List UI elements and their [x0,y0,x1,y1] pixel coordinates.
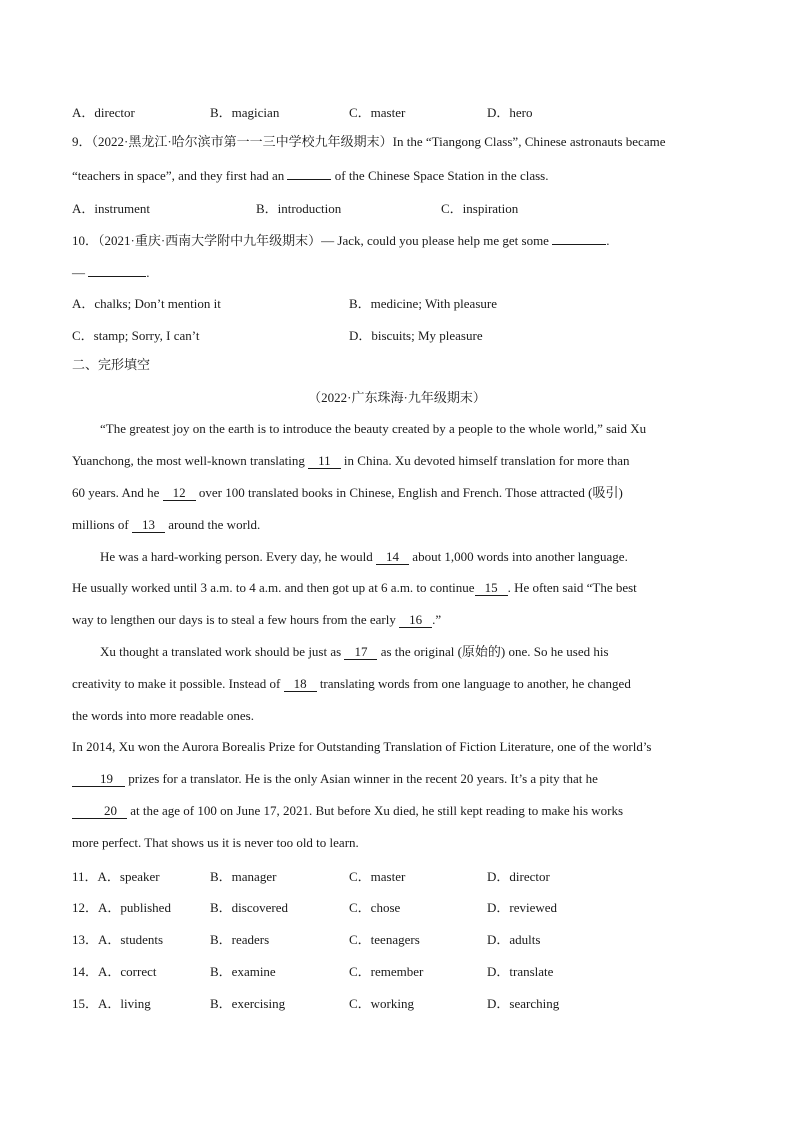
passage-p1-line2 [72,452,722,470]
option-c[interactable]: C．teenagers [349,932,420,947]
q10-option-d[interactable]: D．biscuits; My pleasure [349,328,483,343]
passage-p4-line3 [72,802,722,820]
passage-text: . He often said “The best [507,580,637,595]
q9-stem-text-a: “teachers in space”, and they first had an [72,168,285,183]
passage-text: He was a hard-working person. Every day, he would [100,549,373,564]
passage-text: Xu thought a translated work should be just as [100,644,342,659]
passage-text: He usually worked until 3 a.m. to 4 a.m. and then got up at 6 a.m. to continue [72,580,475,595]
passage-text: prizes for a translator. He is the only Asian winner in the recent 20 years. It’s a pity that he [128,771,598,786]
cloze-blank-14[interactable]: 14 [376,549,409,565]
option-b[interactable]: B．examine [210,964,276,979]
passage-text: creativity to make it possible. Instead of [72,676,281,691]
option-a[interactable]: A．living [98,996,151,1011]
q9-stem-line2 [72,165,722,185]
passage-text: Yuanchong, the most well-known translating [72,453,305,468]
option-a[interactable]: A．correct [98,964,157,979]
question-number: 11．A．speaker [72,869,160,884]
passage-text: way to lengthen our days is to steal a few hours from the early [72,612,396,627]
option-b[interactable]: B．discovered [210,900,288,915]
passage-text: translating words from one language to another, he changed [319,676,631,691]
q10-stem-line2 [72,262,722,282]
q9-option-c[interactable]: C．inspiration [441,201,519,216]
q10-stem-line1 [72,230,722,250]
question-number: 13．A．students [72,932,164,947]
option-d[interactable]: D．searching [487,996,560,1011]
passage-text: over 100 translated books in Chinese, English and French. Those attracted (吸引) [198,485,623,500]
cloze-blank-17[interactable]: 17 [344,644,377,660]
cloze-blank-13[interactable]: 13 [132,517,165,533]
q10-option-b[interactable]: B．medicine; With pleasure [349,296,497,311]
passage-text: 60 years. And he [72,485,160,500]
passage-p4-line2 [72,770,722,788]
q10-answer-blank-2[interactable] [88,262,146,277]
q10-option-a[interactable]: A．chalks; Don’t mention it [72,296,221,311]
q9-option-a[interactable]: A．instrument [72,201,150,216]
option-c[interactable]: C．working [349,996,415,1011]
passage-text: millions of [72,517,129,532]
option-a[interactable]: A．published [98,900,171,915]
q9-option-b[interactable]: B．introduction [256,201,342,216]
q8-option-c[interactable]: C．master [349,105,406,120]
cloze-blank-19[interactable]: 19 [72,771,125,787]
passage-p3-line1 [72,643,750,661]
q9-stem-text-b: of the Chinese Space Station in the class. [334,168,549,183]
option-d[interactable]: D．reviewed [487,900,558,915]
q10-answer-blank-1[interactable] [552,230,606,245]
option-d[interactable]: D．translate [487,964,554,979]
passage-text: as the original (原始的) one. So he used his [380,644,609,659]
cloze-blank-18[interactable]: 18 [284,676,317,692]
passage-p2-line3 [72,611,722,629]
question-number: 12．A．published [72,900,171,915]
option-a[interactable]: A．speaker [97,869,160,884]
cloze-blank-11[interactable]: 11 [308,453,341,469]
section-title: 二、完形填空 [72,358,151,373]
question-number: 15．A．living [72,996,151,1011]
passage-p1-line4 [72,516,722,534]
q8-option-d[interactable]: D．hero [487,105,533,120]
option-c[interactable]: C．remember [349,964,424,979]
passage-p1-line3 [72,484,722,502]
option-d[interactable]: D．adults [487,932,541,947]
q10-dash: — [72,265,85,280]
passage-p2-line1 [72,548,750,566]
q10-option-c[interactable]: C．stamp; Sorry, I can’t [72,328,200,343]
option-b[interactable]: B．readers [210,932,270,947]
q10-period: . [146,265,150,280]
option-d[interactable]: D．director [487,869,550,884]
question-number: 14．A．correct [72,964,157,979]
q9-answer-blank[interactable] [287,165,331,180]
passage-p3-line3: the words into more readable ones. [72,708,254,723]
passage-text: around the world. [168,517,261,532]
passage-p4-line4: more perfect. That shows us it is never too old to learn. [72,835,359,850]
passage-text: at the age of 100 on June 17, 2021. But before Xu died, he still kept reading to make his works [130,803,624,818]
passage-source: （2022·广东珠海·九年级期末） [308,390,486,405]
passage-text: .” [432,612,442,627]
option-b[interactable]: B．exercising [210,996,286,1011]
q10-stem-text-a: 10．（2021·重庆·西南大学附中九年级期末）— Jack, could you please help me get some [72,233,549,248]
q10-stem-text-b: . [606,233,610,248]
option-c[interactable]: C．master [349,869,406,884]
cloze-blank-15[interactable]: 15 [475,580,508,596]
passage-p3-line2 [72,675,722,693]
q9-stem-line1: 9．（2022·黑龙江·哈尔滨市第一一三中学校九年级期末）In the “Tiangong Class”, Chinese astronauts became [72,134,666,149]
option-b[interactable]: B．manager [210,869,277,884]
option-c[interactable]: C．chose [349,900,401,915]
passage-p4-line1: In 2014, Xu won the Aurora Borealis Prize for Outstanding Translation of Fiction Literature, one of the world’s [72,739,652,754]
cloze-blank-16[interactable]: 16 [399,612,432,628]
passage-text: in China. Xu devoted himself translation for more than [343,453,630,468]
passage-text: about 1,000 words into another language. [412,549,628,564]
q8-option-a[interactable]: A．director [72,105,135,120]
passage-p1-line1: “The greatest joy on the earth is to introduce the beauty created by a people to the whole world,” said Xu [100,421,647,436]
q8-option-b[interactable]: B．magician [210,105,280,120]
cloze-blank-20[interactable]: 20 [72,803,127,819]
passage-p2-line2 [72,579,722,597]
option-a[interactable]: A．students [98,932,164,947]
cloze-blank-12[interactable]: 12 [163,485,196,501]
